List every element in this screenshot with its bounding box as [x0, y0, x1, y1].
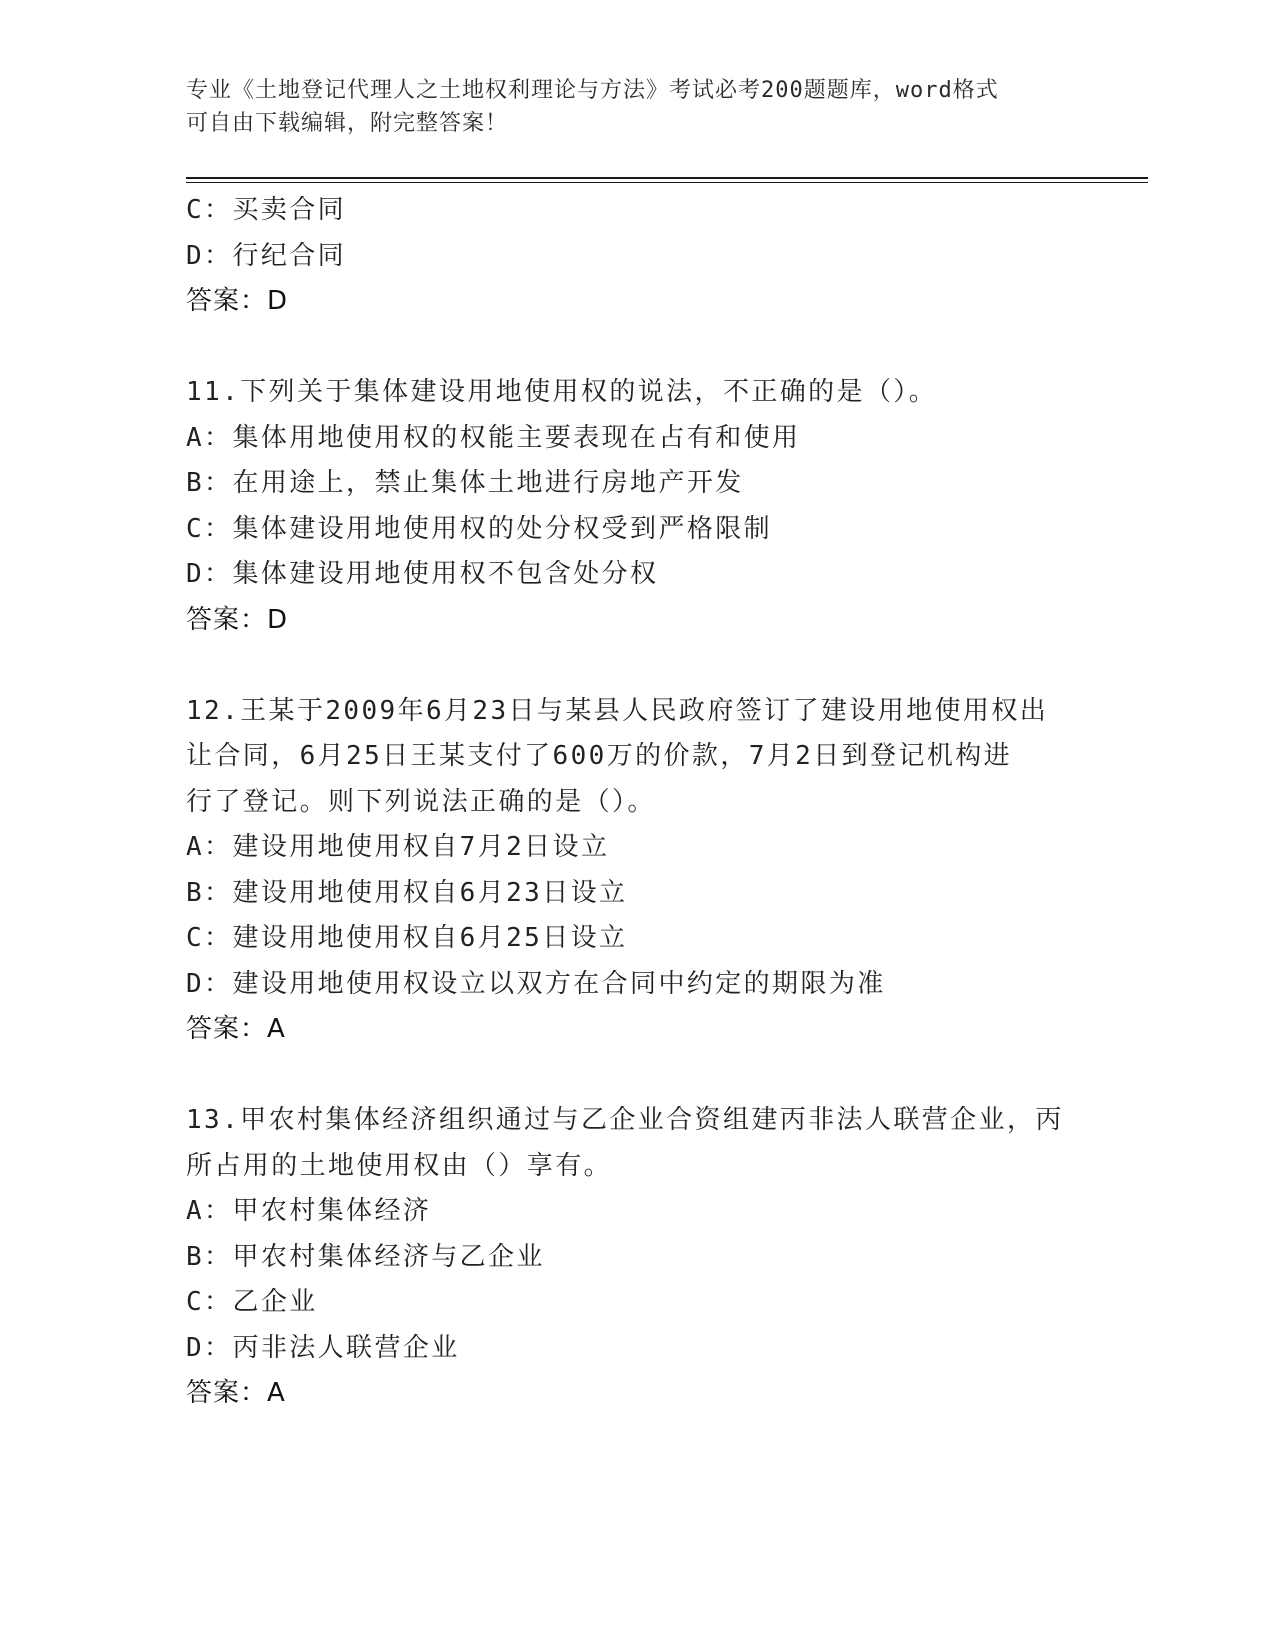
spacer — [186, 325, 1086, 371]
question-stem: 行了登记。则下列说法正确的是（）。 — [186, 786, 656, 817]
question-stem: 12.王某于2009年6月23日与某县人民政府签订了建设用地使用权出 — [186, 695, 1049, 726]
answer-line: 答案：D — [186, 286, 289, 316]
option-d: D：丙非法人联营企业 — [186, 1332, 460, 1363]
header-divider-thick — [186, 177, 1148, 179]
spacer — [186, 643, 1086, 689]
option-c: C：乙企业 — [186, 1287, 318, 1317]
option-a: A：集体用地使用权的权能主要表现在占有和使用 — [186, 422, 801, 453]
page-header — [186, 74, 1066, 140]
question-block-carryover — [186, 188, 1086, 325]
answer-line: 答案：A — [186, 1014, 286, 1044]
option-c: C：集体建设用地使用权的处分权受到严格限制 — [186, 513, 773, 544]
question-block-12 — [186, 689, 1086, 1053]
option-b: B：甲农村集体经济与乙企业 — [186, 1241, 545, 1272]
question-stem: 13.甲农村集体经济组织通过与乙企业合资组建丙非法人联营企业，丙 — [186, 1105, 1064, 1135]
option-a: A：建设用地使用权自7月2日设立 — [186, 832, 610, 862]
question-stem: 11.下列关于集体建设用地使用权的说法，不正确的是（）。 — [186, 377, 938, 407]
spacer — [186, 1053, 1086, 1099]
option-d: D：建设用地使用权设立以双方在合同中约定的期限为准 — [186, 968, 886, 999]
option-b: B：建设用地使用权自6月23日设立 — [186, 877, 628, 908]
header-divider-thin — [186, 182, 1148, 183]
option-a: A：甲农村集体经济 — [186, 1196, 432, 1226]
header-title-line-1: 专业《土地登记代理人之土地权利理论与方法》考试必考200题题库，word格式 — [186, 78, 999, 103]
question-block-11 — [186, 370, 1086, 643]
option-d: D：行纪合同 — [186, 240, 347, 271]
question-stem: 让合同，6月25日王某支付了600万的价款，7月2日到登记机构进 — [186, 741, 1013, 771]
question-block-13 — [186, 1098, 1086, 1417]
option-c: C：建设用地使用权自6月25日设立 — [186, 923, 628, 953]
answer-line: 答案：D — [186, 604, 289, 635]
answer-line: 答案：A — [186, 1378, 286, 1408]
option-b: B：在用途上，禁止集体土地进行房地产开发 — [186, 468, 744, 498]
question-stem: 所占用的土地使用权由（）享有。 — [186, 1150, 613, 1181]
question-list — [186, 188, 1086, 1417]
option-c: C：买卖合同 — [186, 195, 347, 225]
header-title-line-2: 可自由下载编辑，附完整答案！ — [186, 111, 509, 136]
option-d: D：集体建设用地使用权不包含处分权 — [186, 559, 659, 589]
